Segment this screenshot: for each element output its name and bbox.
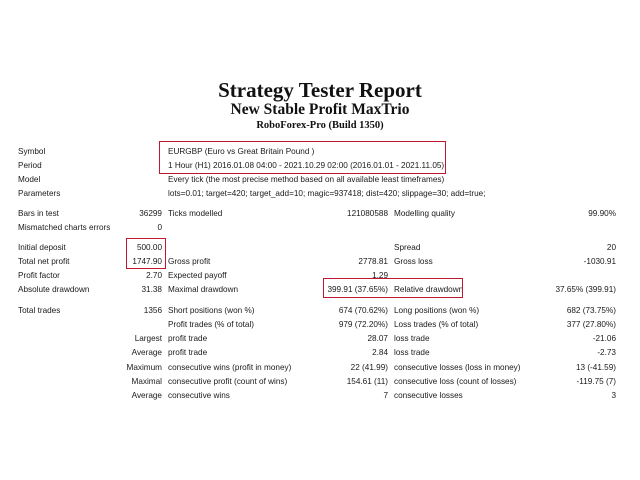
loss-trades-label: Loss trades (% of total): [394, 320, 479, 329]
largest-label: Largest: [134, 334, 162, 343]
profit-factor-label: Profit factor: [18, 271, 60, 280]
max-consecutive-wins-label: consecutive wins (profit in money): [168, 363, 292, 372]
report-title: Strategy Tester Report: [218, 78, 422, 102]
largest-profit-value: 28.07: [367, 334, 388, 343]
avg-consecutive-wins-value: 7: [383, 391, 388, 400]
maximal-consecutive-loss-value: -119.75 (7): [576, 377, 616, 386]
symbol-period-highlight: [159, 141, 446, 174]
avg-consecutive-losses-label: consecutive losses: [394, 391, 463, 400]
relative-drawdown-value: 37.65% (399.91): [555, 285, 616, 294]
total-trades-value: 1356: [143, 306, 162, 315]
long-positions-value: 682 (73.75%): [566, 306, 616, 315]
net-profit-value: 1747.90: [132, 257, 162, 266]
model-value: Every tick (the most precise method based on all available least timeframes): [168, 175, 445, 184]
average-label: Average: [131, 348, 162, 357]
maximal-drawdown-label: Maximal drawdown: [168, 285, 239, 294]
parameters-label: Parameters: [18, 189, 61, 198]
quality-value: 99.90%: [588, 209, 616, 218]
profit-trades-label: Profit trades (% of total): [168, 320, 255, 329]
relative-drawdown-label: Relative drawdown: [394, 285, 464, 294]
profit-trades-value: 979 (72.20%): [338, 320, 388, 329]
bars-label: Bars in test: [18, 209, 59, 218]
expected-payoff-label: Expected payoff: [168, 271, 227, 280]
spread-value: 20: [606, 243, 616, 252]
profit-factor-value: 2.70: [146, 271, 162, 280]
ticks-value: 121080588: [347, 209, 388, 218]
gross-profit-label: Gross profit: [168, 257, 211, 266]
average-loss-value: -2.73: [597, 348, 616, 357]
net-profit-label: Total net profit: [18, 257, 70, 266]
symbol-value: EURGBP (Euro vs Great Britain Pound ): [168, 147, 315, 156]
deposit-label: Initial deposit: [18, 243, 66, 252]
expected-payoff-value: 1.29: [372, 271, 388, 280]
period-label: Period: [18, 161, 42, 170]
long-positions-label: Long positions (won %): [394, 306, 480, 315]
total-trades-label: Total trades: [18, 306, 61, 315]
deposit-value: 500.00: [136, 243, 162, 252]
spread-label: Spread: [394, 243, 421, 252]
avg-consecutive-wins-label: consecutive wins: [168, 391, 230, 400]
max-consecutive-wins-value: 22 (41.99): [350, 363, 388, 372]
maximal-consecutive-loss-label: consecutive loss (count of losses): [394, 377, 517, 386]
loss-trades-value: 377 (27.80%): [566, 320, 616, 329]
maximal-consecutive-profit-value: 154.61 (11): [346, 377, 388, 386]
average-consecutive-label: Average: [131, 391, 162, 400]
maximum-label: Maximum: [126, 363, 162, 372]
mismatch-label: Mismatched charts errors: [18, 223, 111, 232]
expert-name: New Stable Profit MaxTrio: [230, 101, 410, 118]
gross-profit-value: 2778.81: [358, 257, 388, 266]
absolute-drawdown-label: Absolute drawdown: [18, 285, 90, 294]
short-positions-label: Short positions (won %): [168, 306, 255, 315]
absolute-drawdown-value: 31.38: [141, 285, 162, 294]
drawdown-highlight: [323, 278, 463, 298]
gross-loss-label: Gross loss: [394, 257, 433, 266]
bars-value: 36299: [139, 209, 162, 218]
maximal-consecutive-profit-label: consecutive profit (count of wins): [168, 377, 288, 386]
max-consecutive-losses-value: 13 (-41.59): [575, 363, 616, 372]
average-profit-value: 2.84: [372, 348, 388, 357]
parameters-value: lots=0.01; target=420; target_add=10; magic=937418; dist=420; slippage=30; add=true;: [168, 189, 486, 198]
period-value: 1 Hour (H1) 2016.01.08 04:00 - 2021.10.29 02:00 (2016.01.01 - 2021.11.05): [168, 161, 445, 170]
average-loss-label: loss trade: [394, 348, 430, 357]
ticks-label: Ticks modelled: [168, 209, 223, 218]
model-label: Model: [18, 175, 41, 184]
deposit-profit-highlight: [126, 238, 166, 269]
max-consecutive-losses-label: consecutive losses (loss in money): [394, 363, 521, 372]
mismatch-value: 0: [157, 223, 162, 232]
quality-label: Modelling quality: [394, 209, 455, 218]
largest-loss-label: loss trade: [394, 334, 430, 343]
server-build: RoboForex-Pro (Build 1350): [256, 120, 384, 131]
short-positions-value: 674 (70.62%): [338, 306, 388, 315]
largest-profit-label: profit trade: [168, 334, 208, 343]
average-profit-label: profit trade: [168, 348, 208, 357]
avg-consecutive-losses-value: 3: [611, 391, 616, 400]
maximal-label: Maximal: [131, 377, 162, 386]
gross-loss-value: -1030.91: [583, 257, 616, 266]
largest-loss-value: -21.06: [592, 334, 616, 343]
maximal-drawdown-value: 399.91 (37.65%): [327, 285, 388, 294]
symbol-label: Symbol: [18, 147, 46, 156]
